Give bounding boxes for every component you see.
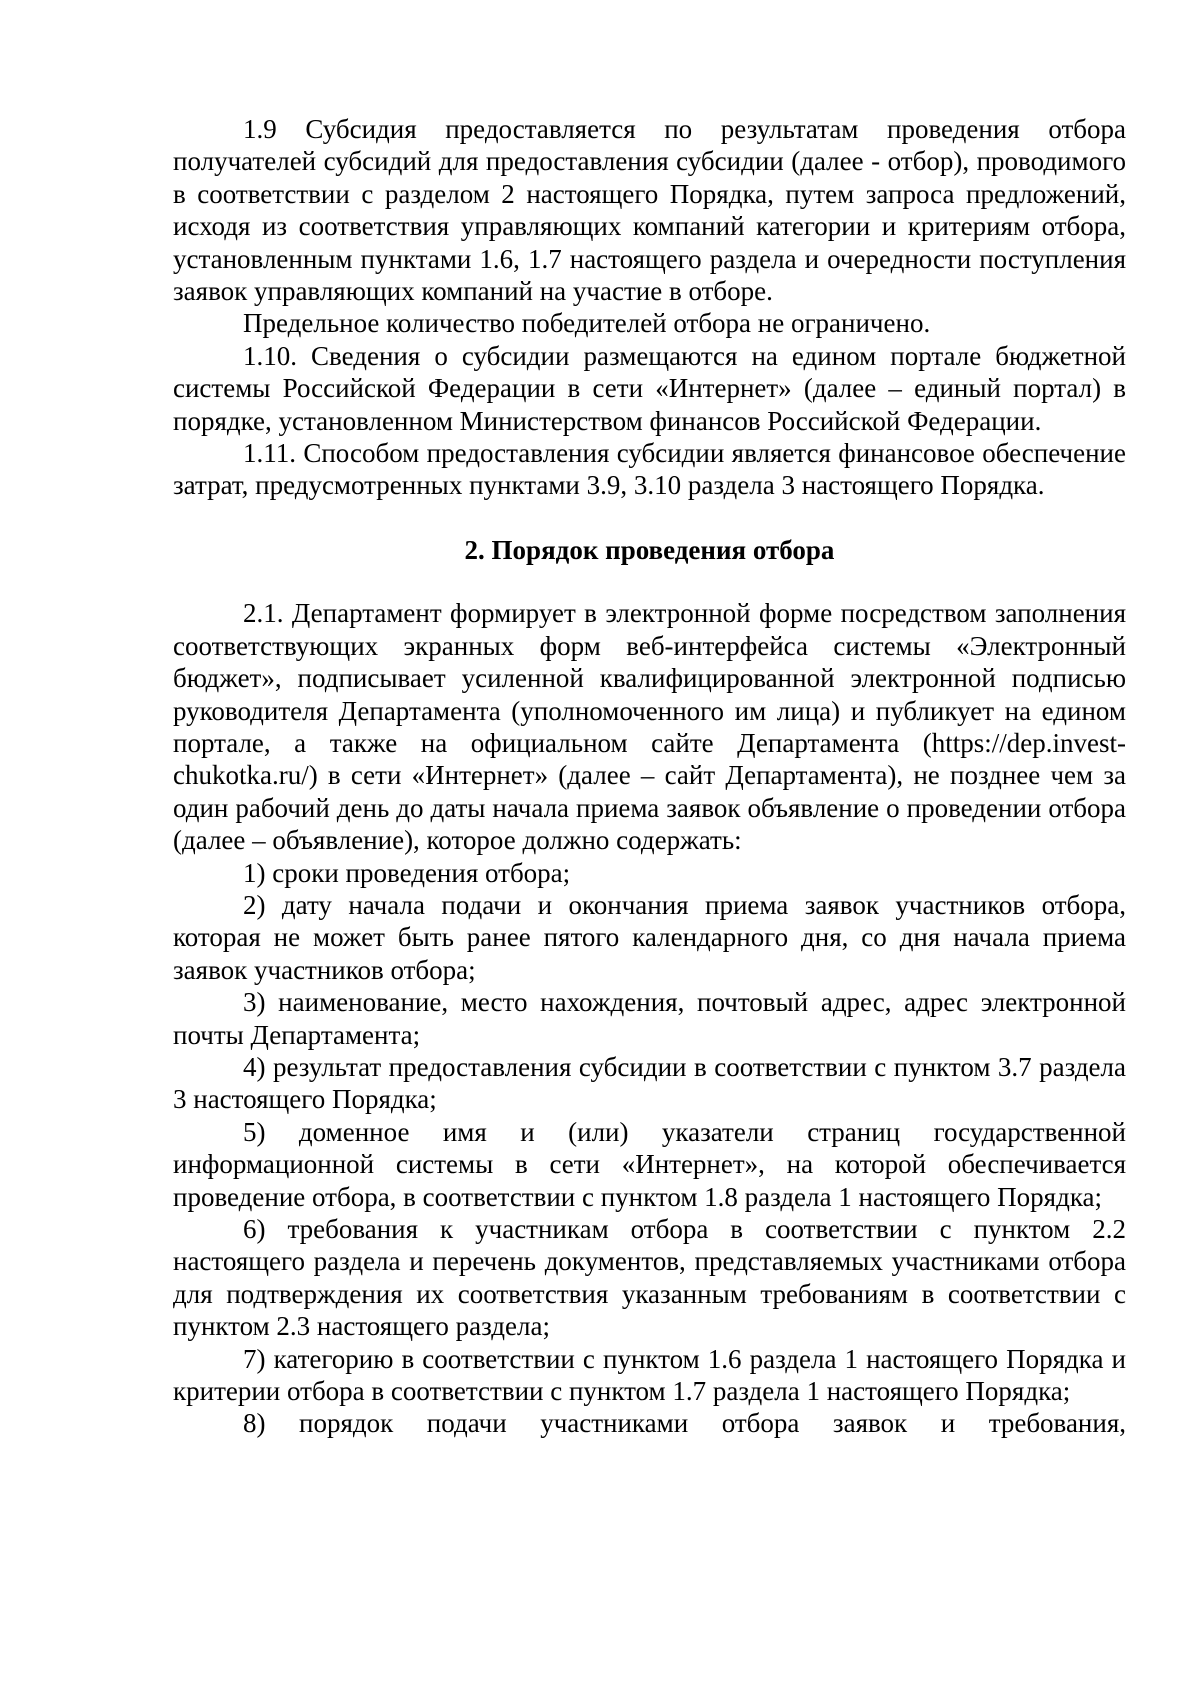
- list-item-1: 1) сроки проведения отбора;: [243, 857, 571, 888]
- list-item-8: 8) порядок подачи участниками отбора заявок и требования,: [243, 1408, 1126, 1439]
- list-item-5: 5) доменное имя и (или) указатели страниц государственной информационной системы в сети «Интернет», на которой обеспечивается проведение отбора, в соответствии с пунктом 1.8 раздела 1 настоящего Порядка;: [173, 1116, 1126, 1212]
- list-item-3: 3) наименование, место нахождения, почтовый адрес, адрес электронной почты Департамента;: [173, 987, 1126, 1050]
- document-body: [173, 113, 1126, 1440]
- list-item-2: 2) дату начала подачи и окончания приема заявок участников отбора, которая не может быть ранее пятого календарного дня, со дня начала приема заявок участников отбора;: [173, 889, 1126, 985]
- paragraph-1-9: 1.9 Субсидия предоставляется по результатам проведения отбора получателей субсидий для предоставления субсидии (далее - отбор), проводимого в соответствии с разделом 2 настоящего Порядка, путем запроса предложений, исходя из соответствия управляющих компаний категории и критериям отбора, установленным пунктами 1.6, 1.7 настоящего раздела и очередности поступления заявок управляющих компаний на участие в отборе.: [173, 114, 1126, 307]
- paragraph-1-10: 1.10. Сведения о субсидии размещаются на едином портале бюджетной системы Российской Федерации в сети «Интернет» (далее – единый портал) в порядке, установленном Министерством финансов Российской Федерации.: [173, 340, 1126, 436]
- list-item-4: 4) результат предоставления субсидии в соответствии с пунктом 3.7 раздела 3 настоящего Порядка;: [173, 1051, 1126, 1115]
- section-heading: 2. Порядок проведения отбора: [464, 534, 835, 565]
- paragraph-2-1: 2.1. Департамент формирует в электронной форме посредством заполнения соответствующих экранных форм веб-интерфейса системы «Электронный бюджет», подписывает усиленной квалифицированной электронной подписью руководителя Департамента (уполномоченного им лица) и публикует на едином портале, а также на официальном сайте Департамента (https://dep.invest-chukotka.ru/) в сети «Интернет» (далее – сайт Департамента), не позднее чем за один рабочий день до даты начала приема заявок объявление о проведении отбора (далее – объявление), которое должно содержать:: [173, 598, 1126, 856]
- list-item-6: 6) требования к участникам отбора в соответствии с пунктом 2.2 настоящего раздела и перечень документов, представляемых участниками отбора для подтверждения их соответствия указанным требованиям в соответствии с пунктом 2.3 настоящего раздела;: [173, 1214, 1126, 1342]
- paragraph-1-11: 1.11. Способом предоставления субсидии является финансовое обеспечение затрат, предусмотренных пунктами 3.9, 3.10 раздела 3 настоящего Порядка.: [173, 438, 1126, 501]
- list-item-7: 7) категорию в соответствии с пунктом 1.6 раздела 1 настоящего Порядка и критерии отбора в соответствии с пунктом 1.7 раздела 1 настоящего Порядка;: [173, 1343, 1126, 1407]
- paragraph-winners-limit: Предельное количество победителей отбора не ограничено.: [243, 308, 931, 339]
